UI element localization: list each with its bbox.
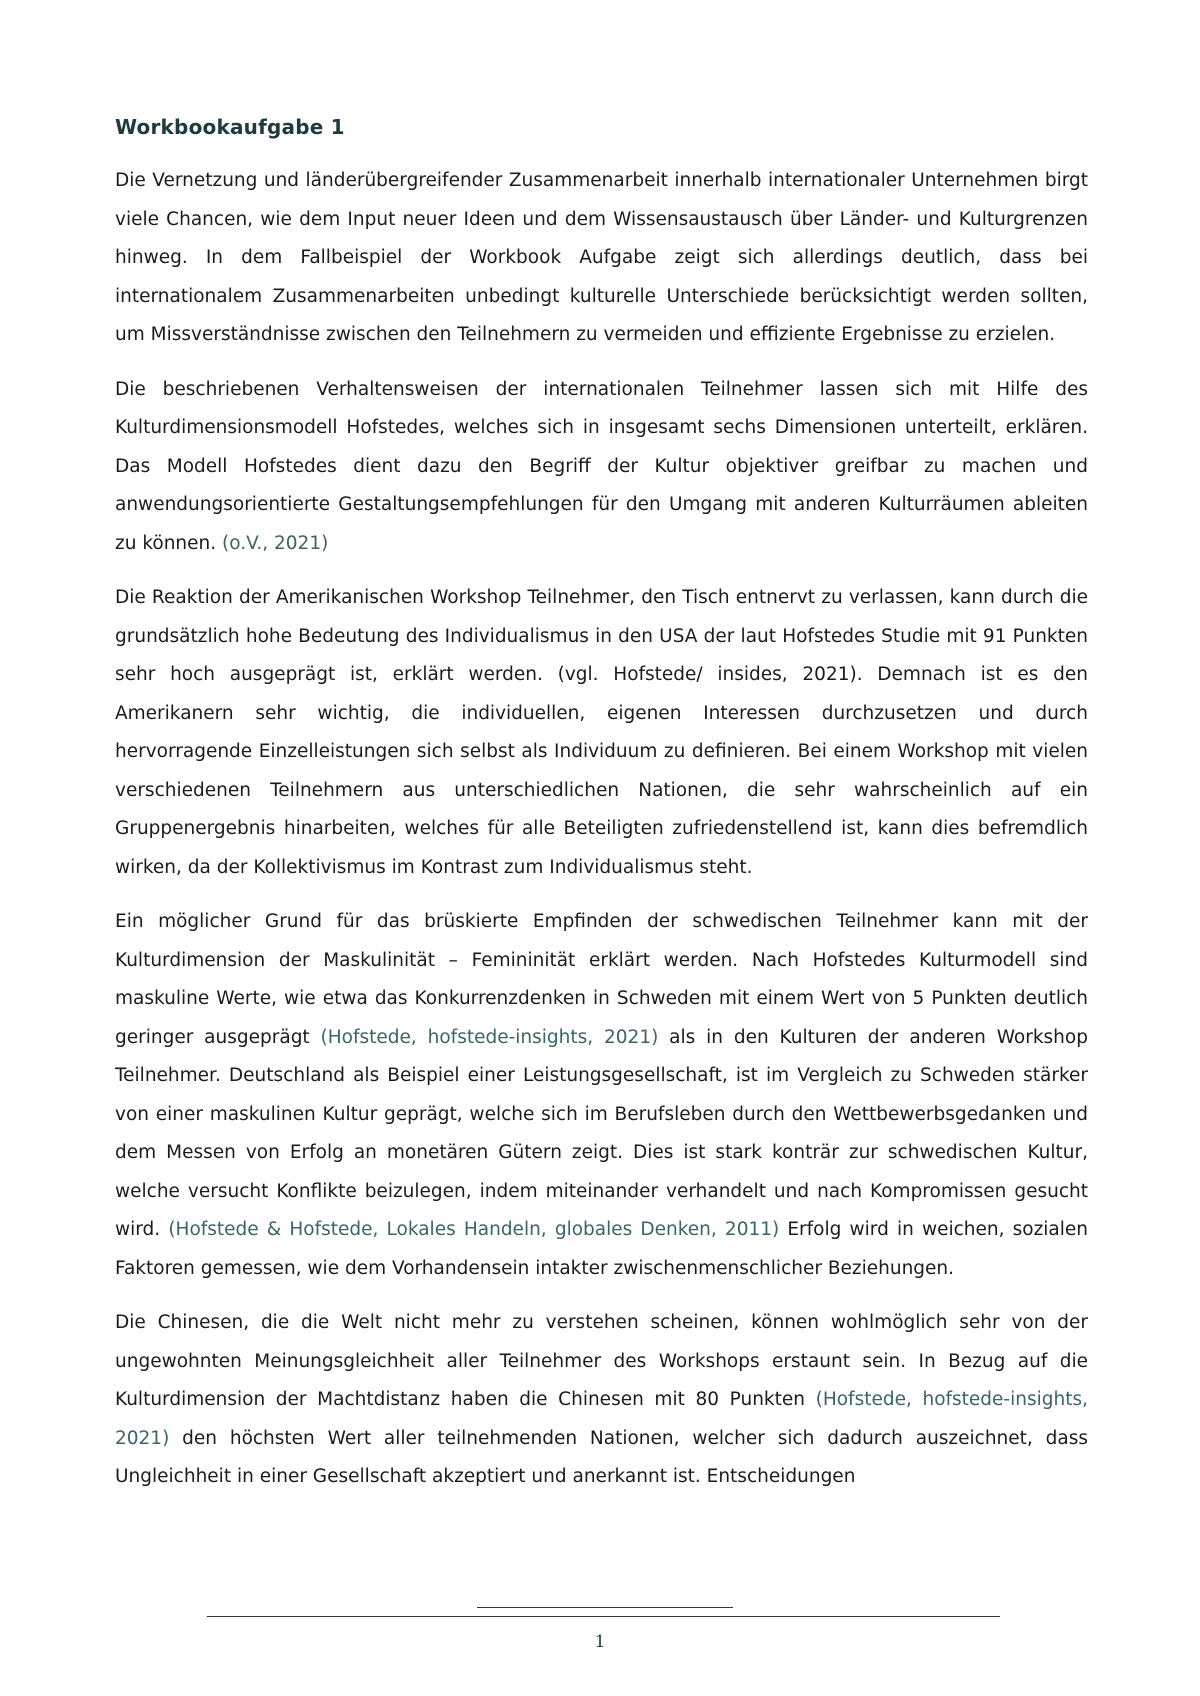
- paragraph-hofstede-model: [115, 371, 1088, 564]
- page-number: 1: [594, 1632, 606, 1652]
- paragraph-power-distance: [115, 1304, 1088, 1497]
- footer-short-rule: [477, 1607, 733, 1608]
- citation: (Hofstede, hofstede-insights, 2021): [320, 1026, 659, 1048]
- paragraph-text: Die beschriebenen Verhaltensweisen der internationalen Teilnehmer lassen sich mit Hilfe des Kulturdimensionsmodell Hofstedes, welches sich in insgesamt sechs Dimensionen unterteilt, erklären. Das Modell Hofstedes dient dazu den Begriff der Kultur objektiver greifbar zu machen und anwendungsorientierte Gestaltungsempfehlungen für den Umgang mit anderen Kulturräumen ableiten zu können.: [115, 378, 1088, 554]
- paragraph-text: Die Chinesen, die die Welt nicht mehr zu verstehen scheinen, können wohlmöglich sehr von der ungewohnten Meinungsgleichheit aller Teilnehmer des Workshops erstaunt sein. In Bezug auf die Kulturdimension der Machtdistanz haben die Chinesen mit 80 Punkten: [115, 1312, 1088, 1410]
- paragraph-text: als in den Kulturen der anderen Workshop Teilnehmer. Deutschland als Beispiel einer Leistungsgesellschaft, ist im Vergleich zu Schweden stärker von einer maskulinen Kultur geprägt, welche sich im Berufsleben durch den Wettbewerbsgedanken und dem Messen von Erfolg an monetären Gütern zeigt. Dies ist stark konträr zur schwedischen Kultur, welche versucht Konflikte beizulegen, indem miteinander verhandelt und nach Kompromissen gesucht wird.: [115, 1026, 1088, 1240]
- section-heading: Workbookaufgabe 1: [115, 115, 345, 139]
- document-body: [115, 108, 1088, 1513]
- citation: (o.V., 2021): [222, 532, 329, 554]
- paragraph-text: Erfolg wird in weichen, sozialen Faktoren gemessen, wie dem Vorhandensein intakter zwischenmenschlicher Beziehungen.: [115, 1219, 1089, 1279]
- paragraph-text: den höchsten Wert aller teilnehmenden Nationen, welcher sich dadurch auszeichnet, dass Ungleichheit in einer Gesellschaft akzeptiert und anerkannt ist. Entscheidungen: [115, 1427, 1088, 1487]
- paragraph-intro: Die Vernetzung und länderübergreifender Zusammenarbeit innerhalb internationaler Unternehmen birgt viele Chancen, wie dem Input neuer Ideen und dem Wissensaustausch über Länder- und Kulturgrenzen hinweg. In dem Fallbeispiel der Workbook Aufgabe zeigt sich allerdings deutlich, dass bei internationalem Zusammenarbeiten unbedingt kulturelle Unterschiede berücksichtigt werden sollten, um Missverständnisse zwischen den Teilnehmern zu vermeiden und effiziente Ergebnisse zu erzielen.: [115, 170, 1088, 345]
- citation: (Hofstede, hofstede-insights, 2021): [115, 1389, 1088, 1449]
- footer-rule: [207, 1616, 1000, 1617]
- paragraph-text: Ein möglicher Grund für das brüskierte Empfinden der schwedischen Teilnehmer kann mit der Kulturdimension der Maskulinität – Femininität erklärt werden. Nach Hofstedes Kulturmodell sind maskuline Werte, wie etwa das Konkurrenzdenken in Schweden mit einem Wert von 5 Punkten deutlich geringer ausgeprägt: [115, 911, 1088, 1048]
- paragraph-individualism: Die Reaktion der Amerikanischen Workshop Teilnehmer, den Tisch entnervt zu verlassen, kann durch die grundsätzlich hohe Bedeutung des Individualismus in den USA der laut Hofstedes Studie mit 91 Punkten sehr hoch ausgeprägt ist, erklärt werden. (vgl. Hofstede/ insides, 2021). Demnach ist es den Amerikanern sehr wichtig, die individuellen, eigenen Interessen durchzusetzen und durch hervorragende Einzelleistungen sich selbst als Individuum zu definieren. Bei einem Workshop mit vielen verschiedenen Teilnehmern aus unterschiedlichen Nationen, die sehr wahrscheinlich auf ein Gruppenergebnis hinarbeiten, welches für alle Beteiligten zufriedenstellend ist, kann dies befremdlich wirken, da der Kollektivismus im Kontrast zum Individualismus steht.: [115, 587, 1088, 878]
- citation: (Hofstede & Hofstede, Lokales Handeln, globales Denken, 2011): [168, 1219, 780, 1240]
- paragraph-masculinity: [115, 903, 1088, 1288]
